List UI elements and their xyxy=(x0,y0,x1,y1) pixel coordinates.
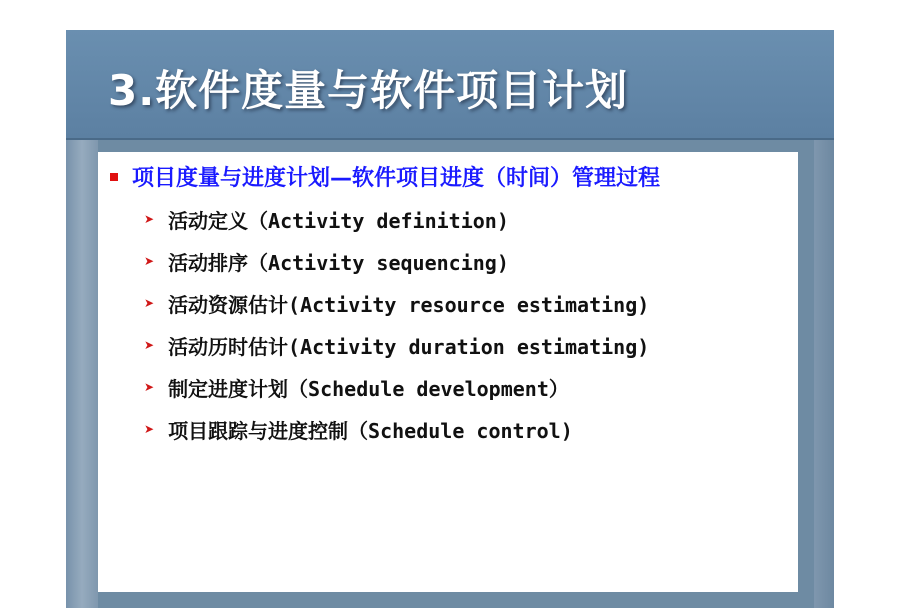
content-panel xyxy=(98,152,798,592)
sub-bullet-item xyxy=(144,324,649,366)
arrow-right-icon: ➤ xyxy=(144,380,155,394)
arrow-right-icon: ➤ xyxy=(144,254,155,268)
sub-bullet-item xyxy=(144,408,649,450)
sub-bullet-item xyxy=(144,240,649,282)
sub-bullet-text: 活动资源估计(Activity resource estimating) xyxy=(168,292,650,317)
sub-bullet-text: 活动历时估计(Activity duration estimating) xyxy=(168,334,650,359)
slide-title: 3.软件度量与软件项目计划 xyxy=(108,66,629,115)
sub-bullet-text: 活动排序（Activity sequencing) xyxy=(168,250,509,275)
main-bullet-text: 项目度量与进度计划—软件项目进度（时间）管理过程 xyxy=(132,166,661,191)
sub-bullet-text: 项目跟踪与进度控制（Schedule control) xyxy=(168,418,573,443)
right-decor-strip xyxy=(814,140,834,608)
sub-bullet-item xyxy=(144,366,649,408)
arrow-right-icon: ➤ xyxy=(144,338,155,352)
square-bullet-icon xyxy=(110,173,118,181)
sub-bullet-list xyxy=(144,198,649,450)
title-band xyxy=(66,30,834,140)
arrow-right-icon: ➤ xyxy=(144,296,155,310)
sub-bullet-item xyxy=(144,282,649,324)
arrow-right-icon: ➤ xyxy=(144,212,155,226)
sub-bullet-item xyxy=(144,198,649,240)
arrow-right-icon: ➤ xyxy=(144,422,155,436)
left-decor-strip xyxy=(66,140,98,608)
main-bullet-item xyxy=(110,161,660,192)
slide xyxy=(66,30,834,608)
sub-bullet-text: 活动定义（Activity definition) xyxy=(168,208,509,233)
sub-bullet-text: 制定进度计划（Schedule development） xyxy=(168,376,569,401)
